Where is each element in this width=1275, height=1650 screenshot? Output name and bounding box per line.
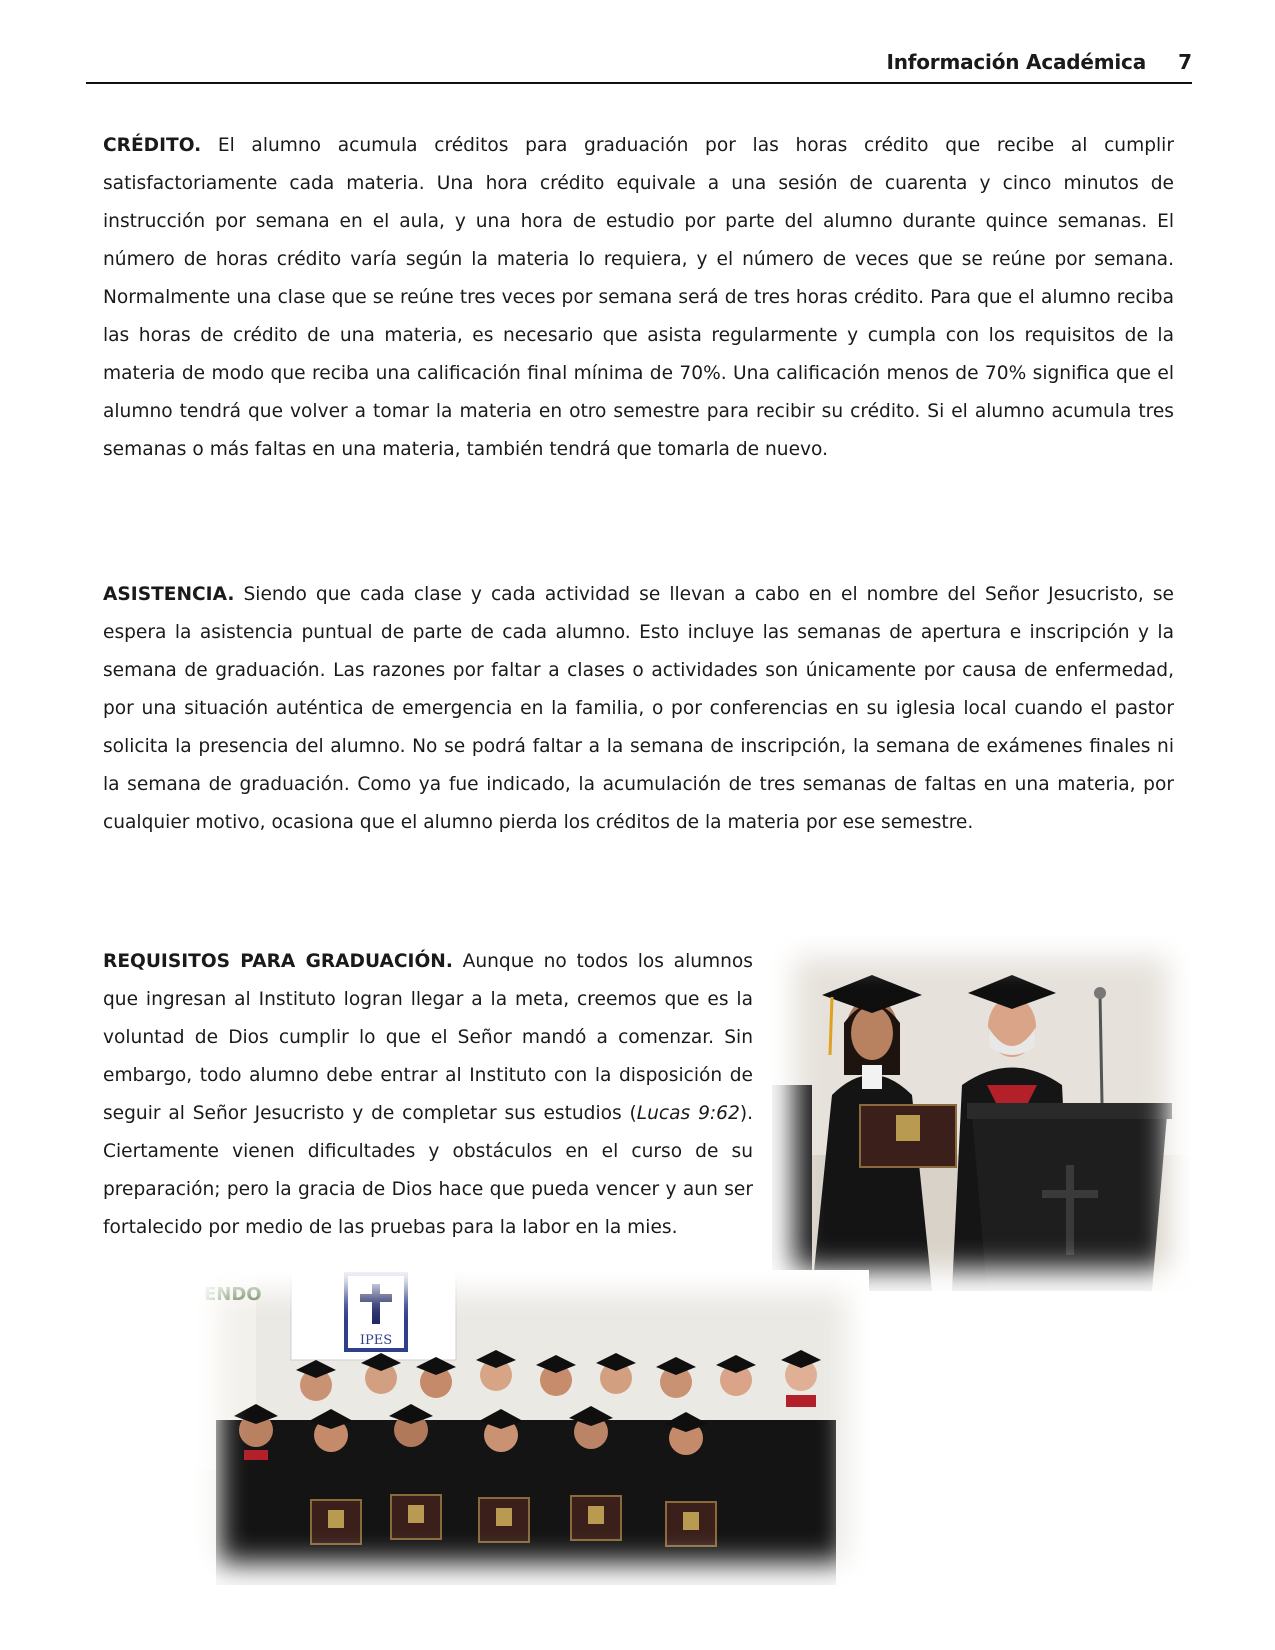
page-header [86, 44, 1192, 84]
header-title: Información Académica [886, 50, 1146, 74]
graduates-group-photo [196, 1270, 869, 1585]
requisitos-heading: REQUISITOS PARA GRADUACIÓN. [103, 950, 453, 972]
asistencia-heading: ASISTENCIA. [103, 583, 235, 605]
logo-text: IPES [359, 1333, 393, 1348]
credito-body: El alumno acumula créditos para graduación por las horas crédito que recibe al cumplir satisfactoriamente cada materia. Una hora crédito equivale a una sesión de cuarenta y cinco minutos de instrucción por semana en el aula, y una hora de estudio por parte del alumno durante quince semanas. El número de horas crédito varía según la materia lo requiera, y el número de veces que se reúne por semana. Normalmente una clase que se reúne tres veces por semana será de tres horas crédito. Para que el alumno reciba las horas de crédito de una materia, es necesario que asista regularmente y cumpla con los requisitos de la materia de modo que reciba una calificación final mínima de 70%. Una calificación menos de 70% significa que el alumno tendrá que volver a tomar la materia en otro semestre para recibir su crédito. Si el alumno acumula tres semanas o más faltas en una materia, también tendrá que tomarla de nuevo. [103, 134, 1174, 460]
graduates-group-illustration [196, 1270, 869, 1585]
requisitos-paragraph [103, 943, 753, 1247]
graduation-diploma-photo [772, 935, 1190, 1291]
asistencia-paragraph [103, 576, 1174, 842]
banner-text: ENDO [204, 1284, 262, 1305]
graduation-diploma-illustration [772, 935, 1190, 1291]
credito-heading: CRÉDITO. [103, 134, 202, 156]
bible-reference: Lucas 9:62 [636, 1102, 740, 1124]
requisitos-body-start: Aunque no todos los alumnos que ingresan al Instituto logran llegar a la meta, creemos que es la voluntad de Dios cumplir lo que el Señor mandó a comenzar. Sin embargo, todo alumno debe entrar al Instituto con la disposición de seguir al Señor Jesucristo y de completar sus estudios ( [103, 950, 753, 1124]
credito-paragraph [103, 127, 1174, 469]
requisitos-body-end: ). Ciertamente vienen dificultades y obstáculos en el curso de su preparación; pero la gracia de Dios hace que pueda vencer y aun ser fortalecido por medio de las pruebas para la labor en la mies. [103, 1102, 753, 1238]
asistencia-body: Siendo que cada clase y cada actividad se llevan a cabo en el nombre del Señor Jesucristo, se espera la asistencia puntual de parte de cada alumno. Esto incluye las semanas de apertura e inscripción y la semana de graduación. Las razones por faltar a clases o actividades son únicamente por causa de enfermedad, por una situación auténtica de emergencia en la familia, o por conferencias en su iglesia local cuando el pastor solicita la presencia del alumno. No se podrá faltar a la semana de inscripción, la semana de exámenes finales ni la semana de graduación. Como ya fue indicado, la acumulación de tres semanas de faltas en una materia, por cualquier motivo, ocasiona que el alumno pierda los créditos de la materia por ese semestre. [103, 583, 1174, 833]
page-number: 7 [1178, 50, 1192, 74]
